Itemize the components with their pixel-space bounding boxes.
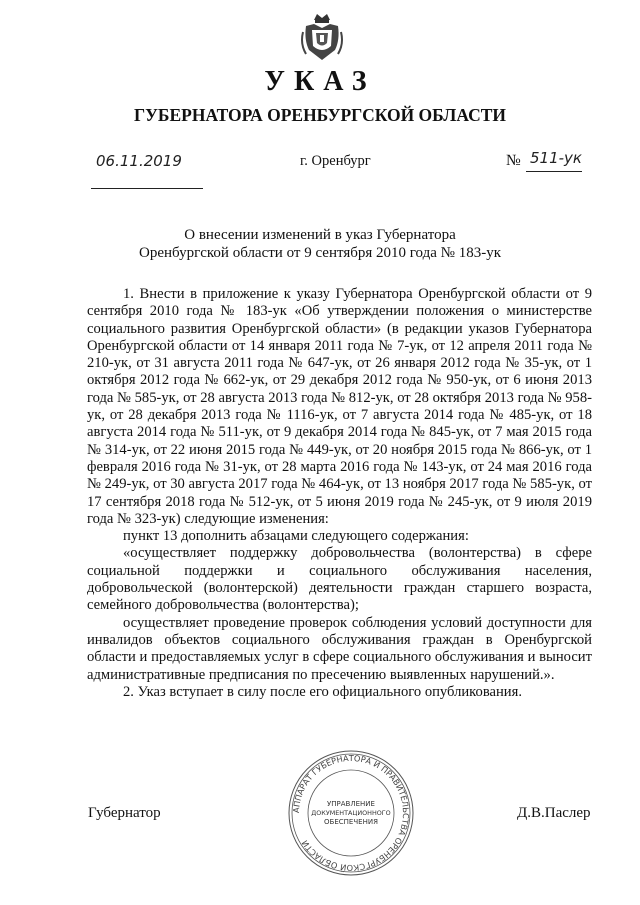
- official-stamp: [286, 748, 416, 878]
- city-label: г. Оренбург: [300, 153, 371, 169]
- body-paragraph-4: осуществляет проведение проверок соблюдения условий доступности для инвалидов объектов социального обслуживания граждан в Оренбургской области и предоставляемых услуг в сфере социального обслуживания и выносит административные предписания по пресечению выявленных нарушений.».: [87, 614, 592, 683]
- issuer-title: ГУБЕРНАТОРА ОРЕНБУРГСКОЙ ОБЛАСТИ: [133, 105, 507, 125]
- body-paragraph-5: 2. Указ вступает в силу после его официального опубликования.: [123, 683, 522, 700]
- body-paragraph-1: 1. Внести в приложение к указу Губернатора Оренбургской области от 9 сентября 2010 года № 183-ук «Об утверждении положения о министерстве социального развития Оренбургской области» (в редакции указов Губернатора Оренбургской области от 14 января 2011 года № 7-ук, от 12 апреля 2011 года № 210-ук, от 31 августа 2011 года № 647-ук, от 26 января 2012 года № 35-ук, от 1 октября 2012 года № 662-ук, от 29 декабря 2012 года № 950-ук, от 6 июня 2013 года № 585-ук, от 28 августа 2013 года № 812-ук, от 28 октября 2013 года № 958-ук, от 28 декабря 2013 года № 1116-ук, от 7 августа 2014 года № 485-ук, от 18 августа 2014 года № 511-ук, от 9 декабря 2014 года № 845-ук, от 7 мая 2015 года № 314-ук, от 22 июня 2015 года № 449-ук, от 20 ноября 2015 года № 866-ук, от 1 февраля 2016 года № 31-ук, от 28 марта 2016 года № 143-ук, от 24 мая 2016 года № 249-ук, от 30 августа 2017 года № 464-ук, от 13 ноября 2017 года № 585-ук, от 17 сентября 2018 года № 512-ук, от 5 июня 2019 года № 245-ук, от 9 июля 2019 года № 323-ук) следующие изменения:: [87, 286, 592, 527]
- body-paragraph-2: пункт 13 дополнить абзацами следующего содержания:: [123, 528, 469, 545]
- document-date: 06.11.2019: [96, 152, 182, 170]
- document-heading: [0, 226, 640, 262]
- coat-of-arms-icon: [300, 10, 344, 62]
- stamp-center-line-3: ОБЕСПЕЧЕНИЯ: [324, 818, 378, 826]
- number-underline: [526, 171, 582, 172]
- signatory-name: Д.В.Паслер: [517, 805, 591, 821]
- heading-line-1: О внесении изменений в указ Губернатора: [184, 227, 456, 243]
- number-label: №: [506, 152, 521, 169]
- document-type-title: УКАЗ: [264, 66, 376, 97]
- date-underline: [91, 172, 203, 189]
- stamp-center-line-2: ДОКУМЕНТАЦИОННОГО: [311, 809, 391, 817]
- stamp-ring-text: АППАРАТ ГУБЕРНАТОРА И ПРАВИТЕЛЬСТВА ОРЕНБУРГСКОЙ ОБЛАСТИ: [290, 752, 412, 874]
- stamp-center-line-1: УПРАВЛЕНИЕ: [327, 800, 375, 808]
- document-number: 511-ук: [530, 149, 582, 167]
- body-paragraph-3: «осуществляет поддержку добровольчества (волонтерства) в сфере социальной поддержки и социального обслуживания населения, добровольческой (волонтерской) деятельности граждан старшего возраста, семейного добровольчества (волонтерства);: [87, 545, 592, 614]
- heading-line-2: Оренбургской области от 9 сентября 2010 года № 183-ук: [139, 245, 501, 261]
- signatory-position: Губернатор: [88, 805, 161, 821]
- document-body: [87, 286, 592, 701]
